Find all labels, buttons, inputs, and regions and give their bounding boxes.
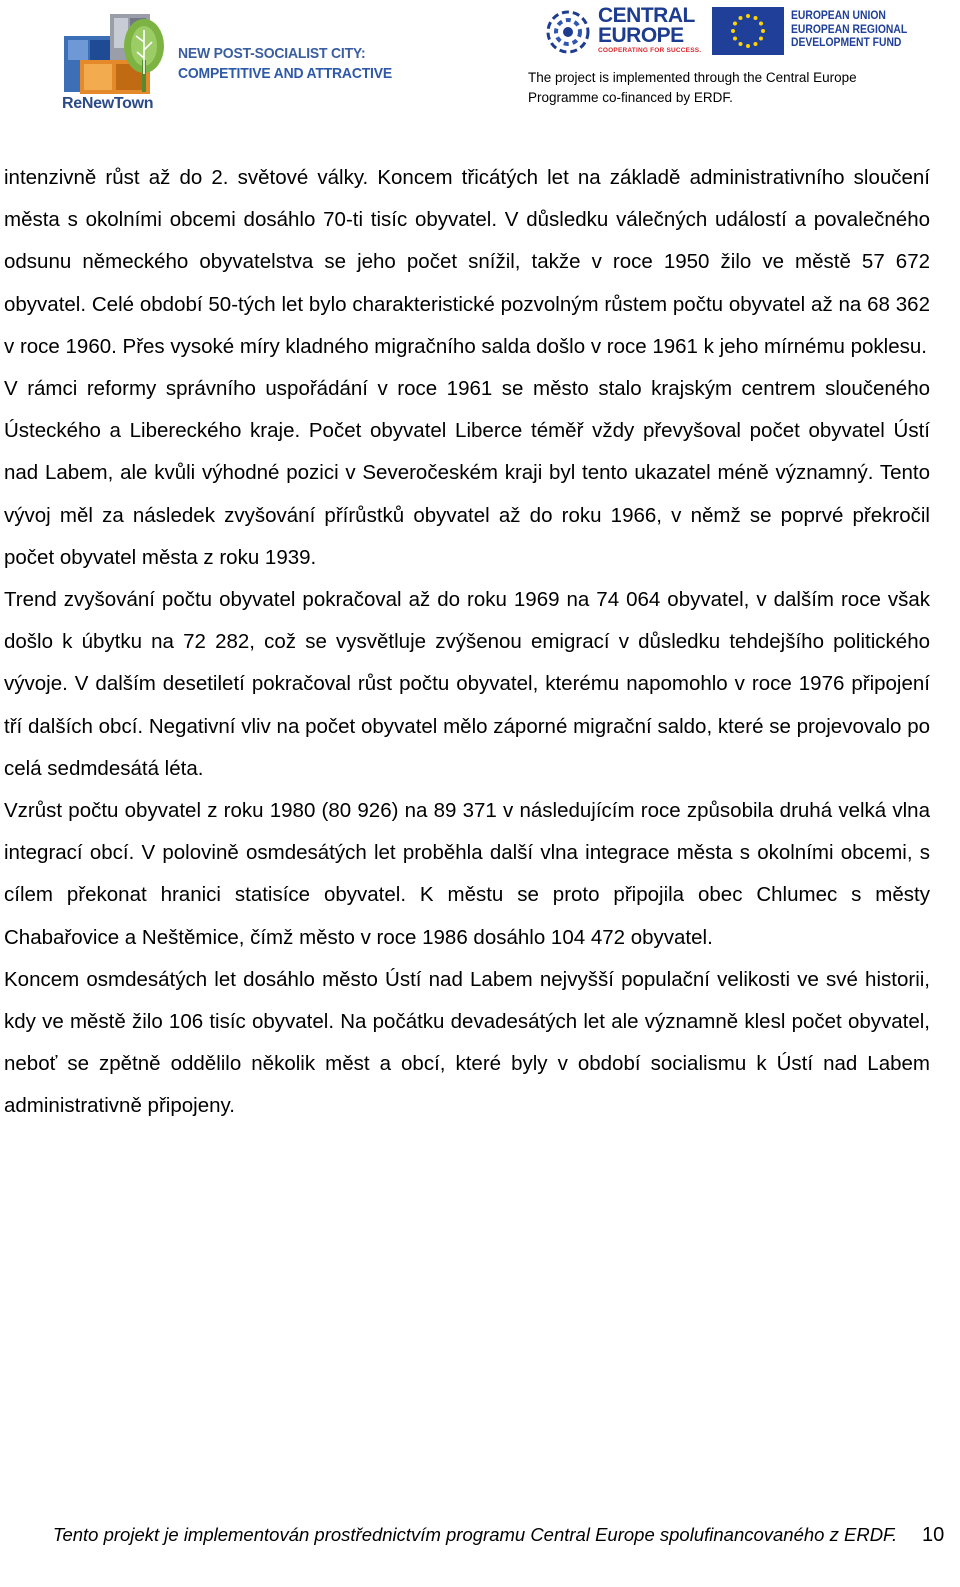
eu-flag-icon	[712, 7, 784, 55]
project-tagline	[178, 44, 392, 84]
paragraph: Koncem osmdesátých let dosáhlo město Ústí nad Labem nejvyšší populační velikosti ve své historii, kdy ve městě žilo 106 tisíc obyvatel. Na počátku devadesátých let ale významně klesl počet obyvatel, neboť se zpětně oddělilo několik měst a obcí, které byly v období socialismu k Ústí nad Labem administrativně připojeny.	[4, 967, 930, 1118]
project-note-line-1: The project is implemented through the Central Europe	[528, 70, 857, 85]
project-note-line-2: Programme co-financed by ERDF.	[528, 90, 733, 105]
ce-word-2: EUROPE	[598, 24, 684, 47]
eu-line-2: EUROPEAN REGIONAL	[791, 23, 908, 36]
renewtown-logo-name: ReNewTown	[62, 95, 154, 112]
project-funding-note	[528, 68, 857, 108]
paragraph: intenzivně růst až do 2. světové války. Koncem třicátých let na základě administrativního sloučení města s okolními obcemi dosáhlo 70-ti tisíc obyvatel. V důsledku válečných událostí a povalečného odsunu německého obyvatelstva se jeho počet snížil, takže v roce 1950 žilo ve městě 57 672 obyvatel. Celé období 50-tých let bylo charakteristické pozvolným růstem počtu obyvatel až na 68 362 v roce 1960. Přes vysoké míry kladného migračního salda došlo v roce 1961 k jeho mírnému poklesu.	[4, 166, 930, 358]
paragraph: Vzrůst počtu obyvatel z roku 1980 (80 926) na 89 371 v následujícím roce způsobila druhá velká vlna integrací obcí. V polovině osmdesátých let proběhla další vlna integrace města s okolními obcemi, s cílem překonat hranici statisíce obyvatel. K městu se proto připojila obec Chlumec s městy Chabařovice a Neštěmice, čímž město v roce 1986 dosáhlo 104 472 obyvatel.	[4, 799, 930, 949]
tagline-line-1: NEW POST-SOCIALIST CITY:	[178, 45, 366, 62]
footer-note: Tento projekt je implementován prostřednictvím programu Central Europe spolufinancovaného z ERDF.	[52, 1524, 898, 1545]
ce-word-1: CENTRAL	[598, 4, 695, 27]
eu-fund-label	[791, 10, 907, 51]
eu-line-1: EUROPEAN UNION	[791, 10, 886, 22]
tagline-line-2: COMPETITIVE AND ATTRACTIVE	[178, 65, 392, 82]
central-europe-wordmark	[598, 6, 695, 46]
page-number: 10	[922, 1524, 945, 1546]
paragraph: V rámci reformy správního uspořádání v roce 1961 se město stalo krajským centrem sloučeného Ústeckého a Libereckého kraje. Počet obyvatel Liberce téměř vždy převyšoval počet obyvatel Ústí nad Labem, ale kvůli výhodné pozici v Severočeském kraji byl tento ukazatel méně významný. Tento vývoj měl za následek zvyšování přírůstků obyvatel až do roku 1966, v němž se poprvé překročil počet obyvatel města z roku 1939.	[4, 377, 930, 569]
eu-line-3: DEVELOPMENT FUND	[791, 37, 902, 49]
document-body	[4, 157, 930, 1128]
page-header	[0, 0, 960, 125]
paragraph: Trend zvyšování počtu obyvatel pokračoval až do roku 1969 na 74 064 obyvatel, v dalším roce však došlo k úbytku na 72 282, což se vysvětluje zvýšenou emigrací v důsledku tehdejšího politického vývoje. V dalším desetiletí pokračoval růst počtu obyvatel, kterému napomohlo v roce 1976 připojení tří dalších obcí. Negativní vliv na počet obyvatel mělo záporné migrační saldo, které se projevovalo po celá sedmdesátá léta.	[4, 588, 930, 780]
central-europe-slogan: COOPERATING FOR SUCCESS.	[598, 47, 702, 54]
